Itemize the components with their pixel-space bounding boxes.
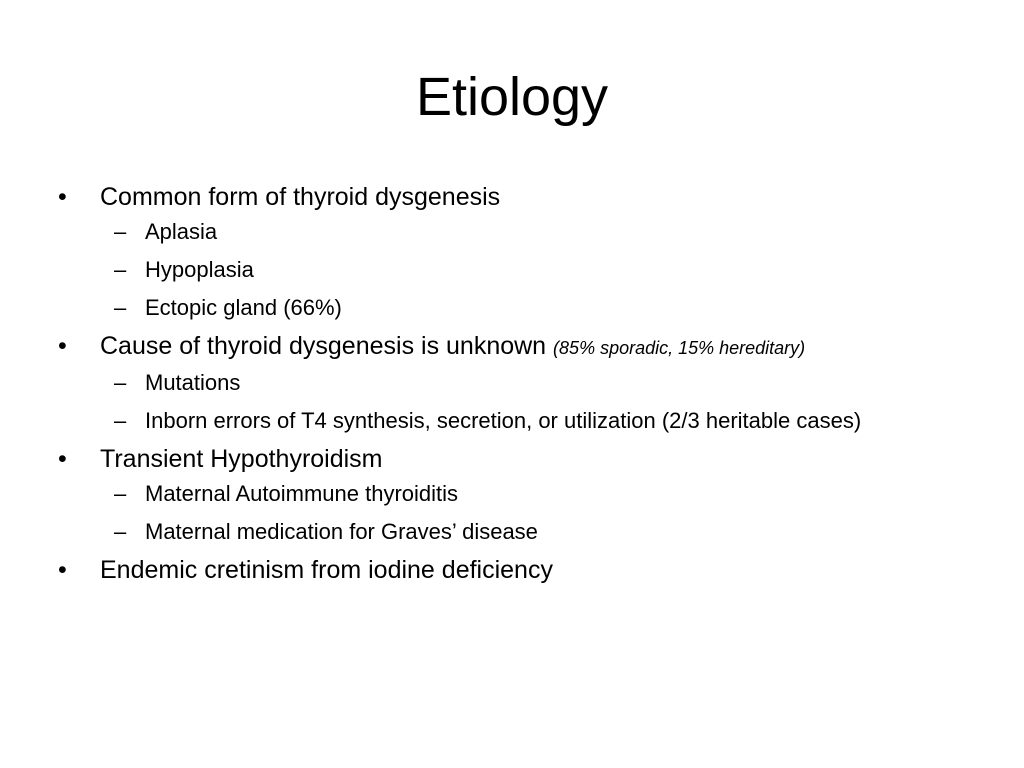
dash-icon: –	[114, 257, 127, 282]
sub-item-text: Maternal Autoimmune thyroiditis	[145, 481, 459, 506]
dash-icon: –	[114, 370, 127, 395]
sub-item	[100, 367, 958, 398]
bullet-text: Cause of thyroid dysgenesis is unknown	[100, 332, 547, 360]
dash-icon: –	[114, 295, 127, 320]
sub-item	[100, 478, 958, 509]
sub-item	[100, 216, 958, 247]
sub-item-text: Hypoplasia	[145, 257, 254, 282]
slide-body	[58, 182, 958, 585]
slide-title: Etiology	[415, 67, 609, 127]
sub-item	[100, 405, 958, 436]
sub-item	[100, 516, 958, 547]
sub-list	[58, 478, 958, 547]
bullet-item	[58, 182, 958, 212]
sub-item-text: Ectopic gland (66%)	[145, 295, 342, 320]
bullet-item	[58, 331, 958, 363]
bullet-item	[58, 555, 958, 585]
bullet-icon: •	[58, 445, 67, 473]
sub-item	[100, 292, 958, 323]
bullet-text: Common form of thyroid dysgenesis	[100, 183, 501, 211]
bullet-aside-note: (85% sporadic, 15% hereditary)	[553, 338, 806, 358]
sub-item-text: Maternal medication for Graves’ disease	[145, 519, 538, 544]
sub-item-text: Mutations	[145, 370, 241, 395]
bullet-item	[58, 444, 958, 474]
bullet-text: Transient Hypothyroidism	[100, 445, 383, 473]
dash-icon: –	[114, 219, 127, 244]
bullet-icon: •	[58, 183, 67, 211]
sub-item-text: Inborn errors of T4 synthesis, secretion, or utilization (2/3 heritable cases)	[145, 408, 862, 433]
bullet-icon: •	[58, 332, 67, 360]
sub-list	[58, 216, 958, 323]
bullet-icon: •	[58, 556, 67, 584]
bullet-text: Endemic cretinism from iodine deficiency	[100, 556, 553, 584]
dash-icon: –	[114, 519, 127, 544]
sub-list	[58, 367, 958, 436]
sub-item-text: Aplasia	[145, 219, 218, 244]
dash-icon: –	[114, 481, 127, 506]
sub-item	[100, 254, 958, 285]
dash-icon: –	[114, 408, 127, 433]
